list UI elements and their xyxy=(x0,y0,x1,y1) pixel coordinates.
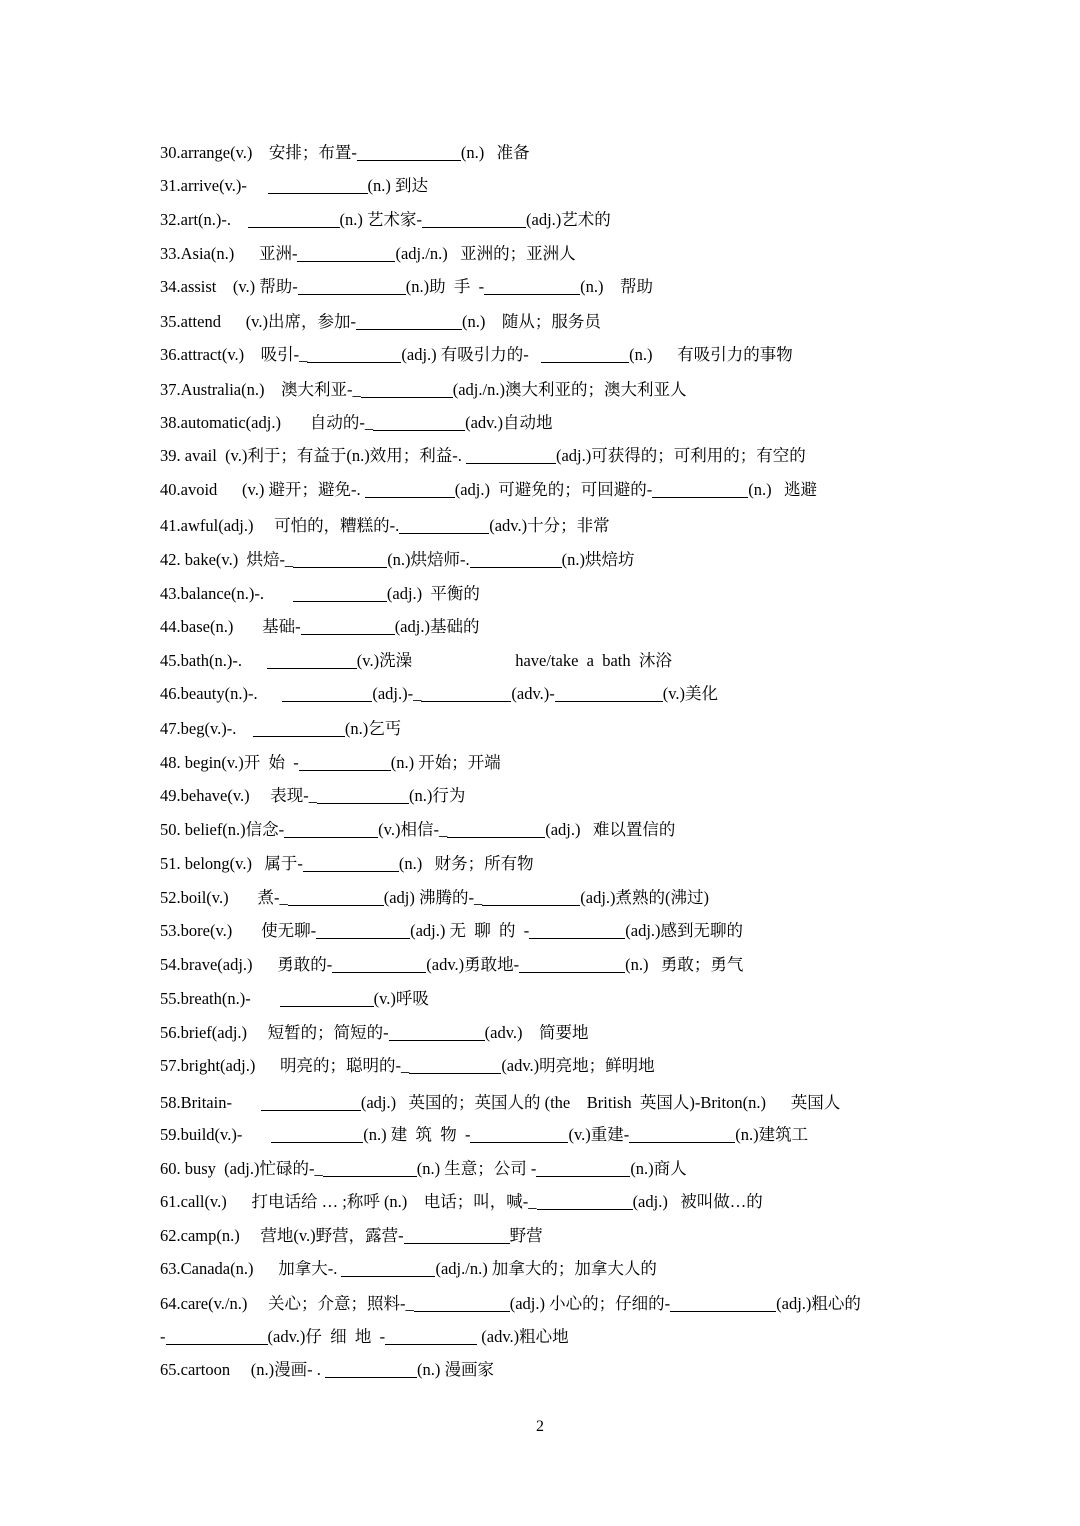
vocab-entry xyxy=(160,851,534,877)
entry-text: (n.) 准备 xyxy=(460,143,530,162)
entry-text: 38.automatic(adj.) 自动的-_ xyxy=(160,413,374,432)
entry-text: 64.care(v./n.) 关心；介意；照料-_ xyxy=(160,1294,414,1313)
entry-text: 50. belief(n.)信念- xyxy=(160,820,285,839)
entry-text: 60. busy (adj.)忙碌的-_ xyxy=(160,1159,323,1178)
entry-text: (adj.)可获得的；可利用的；有空的 xyxy=(555,446,806,465)
entry-text: 野营 xyxy=(509,1226,543,1245)
fill-in-blank[interactable] xyxy=(389,1022,485,1041)
fill-in-blank[interactable] xyxy=(519,954,625,973)
vocab-entry xyxy=(160,241,576,267)
entry-text: 41.awful(adj.) 可怕的，糟糕的-. xyxy=(160,516,400,535)
entry-text: (v.)美化 xyxy=(662,684,719,703)
entry-text: (adj.) 无 聊 的 - xyxy=(410,921,530,940)
entry-text: (adv.)自动地 xyxy=(465,413,553,432)
entry-text: (adv.)仔 细 地 - xyxy=(267,1327,386,1346)
vocab-entry xyxy=(160,817,675,843)
entry-text: (adv.)十分；非常 xyxy=(489,516,610,535)
entry-text: (n.) 有吸引力的事物 xyxy=(629,345,793,364)
entry-text: (adv.)勇敢地- xyxy=(426,955,520,974)
vocab-entry xyxy=(160,1122,808,1148)
fill-in-blank[interactable] xyxy=(537,1191,633,1210)
vocab-entry xyxy=(160,274,653,300)
entry-text: 49.behave(v.) 表现-_ xyxy=(160,786,318,805)
fill-in-blank[interactable] xyxy=(670,1293,776,1312)
fill-in-blank[interactable] xyxy=(323,1158,417,1177)
entry-text: 42. bake(v.) 烘焙-_ xyxy=(160,550,294,569)
vocab-entry xyxy=(160,309,601,335)
entry-text: (adj.)-_ xyxy=(372,684,422,703)
fill-in-blank[interactable] xyxy=(299,752,391,771)
fill-in-blank[interactable] xyxy=(536,1158,630,1177)
entry-text: 57.bright(adj.) 明亮的；聪明的-_ xyxy=(160,1056,410,1075)
entry-text: (n.) 勇敢；勇气 xyxy=(625,955,744,974)
fill-in-blank[interactable] xyxy=(282,683,372,702)
vocab-entry xyxy=(160,513,610,539)
fill-in-blank[interactable] xyxy=(253,718,345,737)
entry-text: (n.) 逃避 xyxy=(748,480,817,499)
entry-text: - xyxy=(160,1327,166,1346)
entry-text: (n.) 帮助 xyxy=(580,277,654,296)
fill-in-blank[interactable] xyxy=(482,887,580,906)
vocab-entry xyxy=(160,614,479,640)
entry-text: (adj./n.)澳大利亚的；澳大利亚人 xyxy=(452,380,687,399)
entry-text: (adj./n.) 加拿大的；加拿大人的 xyxy=(435,1259,657,1278)
vocab-entry xyxy=(160,410,552,436)
entry-text: (adj.) 可避免的；可回避的- xyxy=(454,480,653,499)
entry-text: (v.)洗澡 have/take a bath 沐浴 xyxy=(356,651,672,670)
entry-text: 54.brave(adj.) 勇敢的- xyxy=(160,955,333,974)
fill-in-blank[interactable] xyxy=(466,445,556,464)
entry-text: (adj.)煮熟的(沸过) xyxy=(580,888,710,907)
entry-text: 34.assist (v.) 帮助- xyxy=(160,277,298,296)
vocab-entry xyxy=(160,547,635,573)
fill-in-blank[interactable] xyxy=(248,209,340,228)
entry-text: (n.)烘焙坊 xyxy=(561,550,635,569)
vocab-entry xyxy=(160,1357,494,1383)
vocab-entry xyxy=(160,1256,657,1282)
vocab-entry xyxy=(160,681,718,707)
fill-in-blank[interactable] xyxy=(293,549,387,568)
entry-text: 31.arrive(v.)- xyxy=(160,176,268,195)
entry-text: 61.call(v.) 打电话给 … ;称呼 (n.) 电话；叫，喊-_ xyxy=(160,1192,537,1211)
entry-text: (n.)助 手 - xyxy=(405,277,485,296)
entry-text: (n.)建筑工 xyxy=(735,1125,809,1144)
entry-text: 58.Britain- xyxy=(160,1093,261,1112)
entry-text: 35.attend (v.)出席，参加- xyxy=(160,312,356,331)
fill-in-blank[interactable] xyxy=(268,175,368,194)
entry-text: (n.) 建 筑 物 - xyxy=(363,1125,471,1144)
entry-text: 56.brief(adj.) 短暂的；简短的- xyxy=(160,1023,389,1042)
fill-in-blank[interactable] xyxy=(317,785,409,804)
vocab-entry xyxy=(160,986,429,1012)
vocab-entry xyxy=(160,1223,543,1249)
fill-in-blank[interactable] xyxy=(555,683,663,702)
entry-text: (adv.) 简要地 xyxy=(484,1023,589,1042)
entry-text: 39. avail (v.)利于；有益于(n.)效用；利益-. xyxy=(160,446,466,465)
entry-text: 65.cartoon (n.)漫画- . xyxy=(160,1360,325,1379)
entry-text: 51. belong(v.) 属于- xyxy=(160,854,303,873)
entry-text: 62.camp(n.) 营地(v.)野营，露营- xyxy=(160,1226,404,1245)
vocab-entry xyxy=(160,1156,687,1182)
fill-in-blank[interactable] xyxy=(298,276,406,295)
entry-text: (v.)重建- xyxy=(568,1125,630,1144)
entry-text: (adj.) 被叫做…的 xyxy=(632,1192,763,1211)
fill-in-blank[interactable] xyxy=(288,887,384,906)
entry-text: 45.bath(n.)-. xyxy=(160,651,267,670)
fill-in-blank[interactable] xyxy=(284,819,378,838)
fill-in-blank[interactable] xyxy=(421,683,511,702)
fill-in-blank[interactable] xyxy=(356,311,462,330)
entry-text: (adj.) 难以置信的 xyxy=(545,820,676,839)
entry-text: (n.)烘焙师-. xyxy=(387,550,470,569)
fill-in-blank[interactable] xyxy=(529,920,625,939)
fill-in-blank[interactable] xyxy=(414,1293,510,1312)
entry-text: 30.arrange(v.) 安排；布置- xyxy=(160,143,357,162)
fill-in-blank[interactable] xyxy=(261,1092,361,1111)
vocab-entry xyxy=(160,1324,569,1350)
vocab-entry xyxy=(160,1291,861,1317)
vocab-entry xyxy=(160,342,793,368)
entry-text: 53.bore(v.) 使无聊- xyxy=(160,921,317,940)
entry-text: 36.attract(v.) 吸引-_ xyxy=(160,345,308,364)
fill-in-blank[interactable] xyxy=(271,1124,363,1143)
entry-text: 63.Canada(n.) 加拿大-. xyxy=(160,1259,342,1278)
entry-text: (v.)呼吸 xyxy=(373,989,429,1008)
vocab-entry xyxy=(160,207,611,233)
fill-in-blank[interactable] xyxy=(541,344,629,363)
vocab-entry xyxy=(160,1090,840,1116)
entry-text: (n.) 到达 xyxy=(367,176,429,195)
fill-in-blank[interactable] xyxy=(409,1055,501,1074)
fill-in-blank[interactable] xyxy=(373,412,465,431)
entry-text: 37.Australia(n.) 澳大利亚-_ xyxy=(160,380,361,399)
vocab-entry xyxy=(160,648,672,674)
fill-in-blank[interactable] xyxy=(399,515,489,534)
fill-in-blank[interactable] xyxy=(307,344,401,363)
fill-in-blank[interactable] xyxy=(361,379,453,398)
vocab-entry xyxy=(160,918,743,944)
fill-in-blank[interactable] xyxy=(316,920,410,939)
fill-in-blank[interactable] xyxy=(166,1326,268,1345)
fill-in-blank[interactable] xyxy=(301,616,395,635)
entry-text: (n.)乞丐 xyxy=(344,719,402,738)
fill-in-blank[interactable] xyxy=(652,479,748,498)
vocab-entry xyxy=(160,750,501,776)
fill-in-blank[interactable] xyxy=(297,243,395,262)
fill-in-blank[interactable] xyxy=(404,1225,510,1244)
entry-text: (n.) 艺术家- xyxy=(339,210,422,229)
entry-text: (adj.) 英国的；英国人的 (the British 英国人)-Briton(n.) 英国人 xyxy=(360,1093,841,1112)
entry-text: 52.boil(v.) 煮-_ xyxy=(160,888,288,907)
vocab-entry xyxy=(160,1053,655,1079)
entry-text: (adj.) 有吸引力的- xyxy=(401,345,542,364)
entry-text: (adj.) 平衡的 xyxy=(386,584,480,603)
vocab-entry xyxy=(160,581,480,607)
entry-text: (n.) 开始；开端 xyxy=(390,753,501,772)
fill-in-blank[interactable] xyxy=(385,1326,477,1345)
vocab-entry xyxy=(160,1189,763,1215)
vocab-entry xyxy=(160,477,817,503)
entry-text: (n.) 漫画家 xyxy=(416,1360,494,1379)
entry-text: (n.)商人 xyxy=(630,1159,687,1178)
fill-in-blank[interactable] xyxy=(280,988,374,1007)
fill-in-blank[interactable] xyxy=(470,549,562,568)
entry-text: 44.base(n.) 基础- xyxy=(160,617,301,636)
fill-in-blank[interactable] xyxy=(447,819,545,838)
entry-text: (n.) 随从；服务员 xyxy=(461,312,601,331)
vocab-entry xyxy=(160,885,709,911)
fill-in-blank[interactable] xyxy=(303,853,399,872)
entry-text: 40.avoid (v.) 避开；避免-. xyxy=(160,480,365,499)
vocab-entry xyxy=(160,716,401,742)
entry-text: 33.Asia(n.) 亚洲- xyxy=(160,244,298,263)
vocab-entry xyxy=(160,443,806,469)
entry-text: (n.) 财务；所有物 xyxy=(398,854,534,873)
entry-text: (adv.)- xyxy=(511,684,555,703)
fill-in-blank[interactable] xyxy=(341,1258,435,1277)
entry-text: (adj) 沸腾的-_ xyxy=(383,888,483,907)
fill-in-blank[interactable] xyxy=(470,1124,568,1143)
entry-text: 46.beauty(n.)-. xyxy=(160,684,283,703)
vocab-entry xyxy=(160,173,428,199)
entry-text: (adj./n.) 亚洲的；亚洲人 xyxy=(395,244,576,263)
fill-in-blank[interactable] xyxy=(422,209,526,228)
page-number: 2 xyxy=(536,1418,544,1435)
fill-in-blank[interactable] xyxy=(357,142,461,161)
vocab-entry xyxy=(160,783,465,809)
entry-text: 55.breath(n.)- xyxy=(160,989,280,1008)
entry-text: (n.) 生意；公司 - xyxy=(416,1159,537,1178)
entry-text: (adj.)基础的 xyxy=(394,617,480,636)
entry-text: (n.)行为 xyxy=(409,786,466,805)
fill-in-blank[interactable] xyxy=(332,954,426,973)
entry-text: (adv.)粗心地 xyxy=(477,1327,569,1346)
entry-text: (adv.)明亮地；鲜明地 xyxy=(501,1056,655,1075)
entry-text: 48. begin(v.)开 始 - xyxy=(160,753,299,772)
vocab-entry xyxy=(160,1020,589,1046)
entry-text: 43.balance(n.)-. xyxy=(160,584,293,603)
vocab-entry xyxy=(160,952,743,978)
fill-in-blank[interactable] xyxy=(629,1124,735,1143)
entry-text: (adj.)粗心的 xyxy=(776,1294,861,1313)
fill-in-blank[interactable] xyxy=(484,276,580,295)
fill-in-blank[interactable] xyxy=(267,650,357,669)
entry-text: (adj.) 小心的；仔细的- xyxy=(509,1294,671,1313)
entry-text: (v.)相信-_ xyxy=(378,820,448,839)
entry-text: (adj.)艺术的 xyxy=(526,210,611,229)
entry-text: 59.build(v.)- xyxy=(160,1125,272,1144)
fill-in-blank[interactable] xyxy=(365,479,455,498)
entry-text: 32.art(n.)-. xyxy=(160,210,248,229)
fill-in-blank[interactable] xyxy=(293,583,387,602)
vocab-entry xyxy=(160,377,686,403)
vocab-entry xyxy=(160,140,530,166)
entry-text: 47.beg(v.)-. xyxy=(160,719,253,738)
fill-in-blank[interactable] xyxy=(325,1359,417,1378)
entry-text: (adj.)感到无聊的 xyxy=(625,921,744,940)
